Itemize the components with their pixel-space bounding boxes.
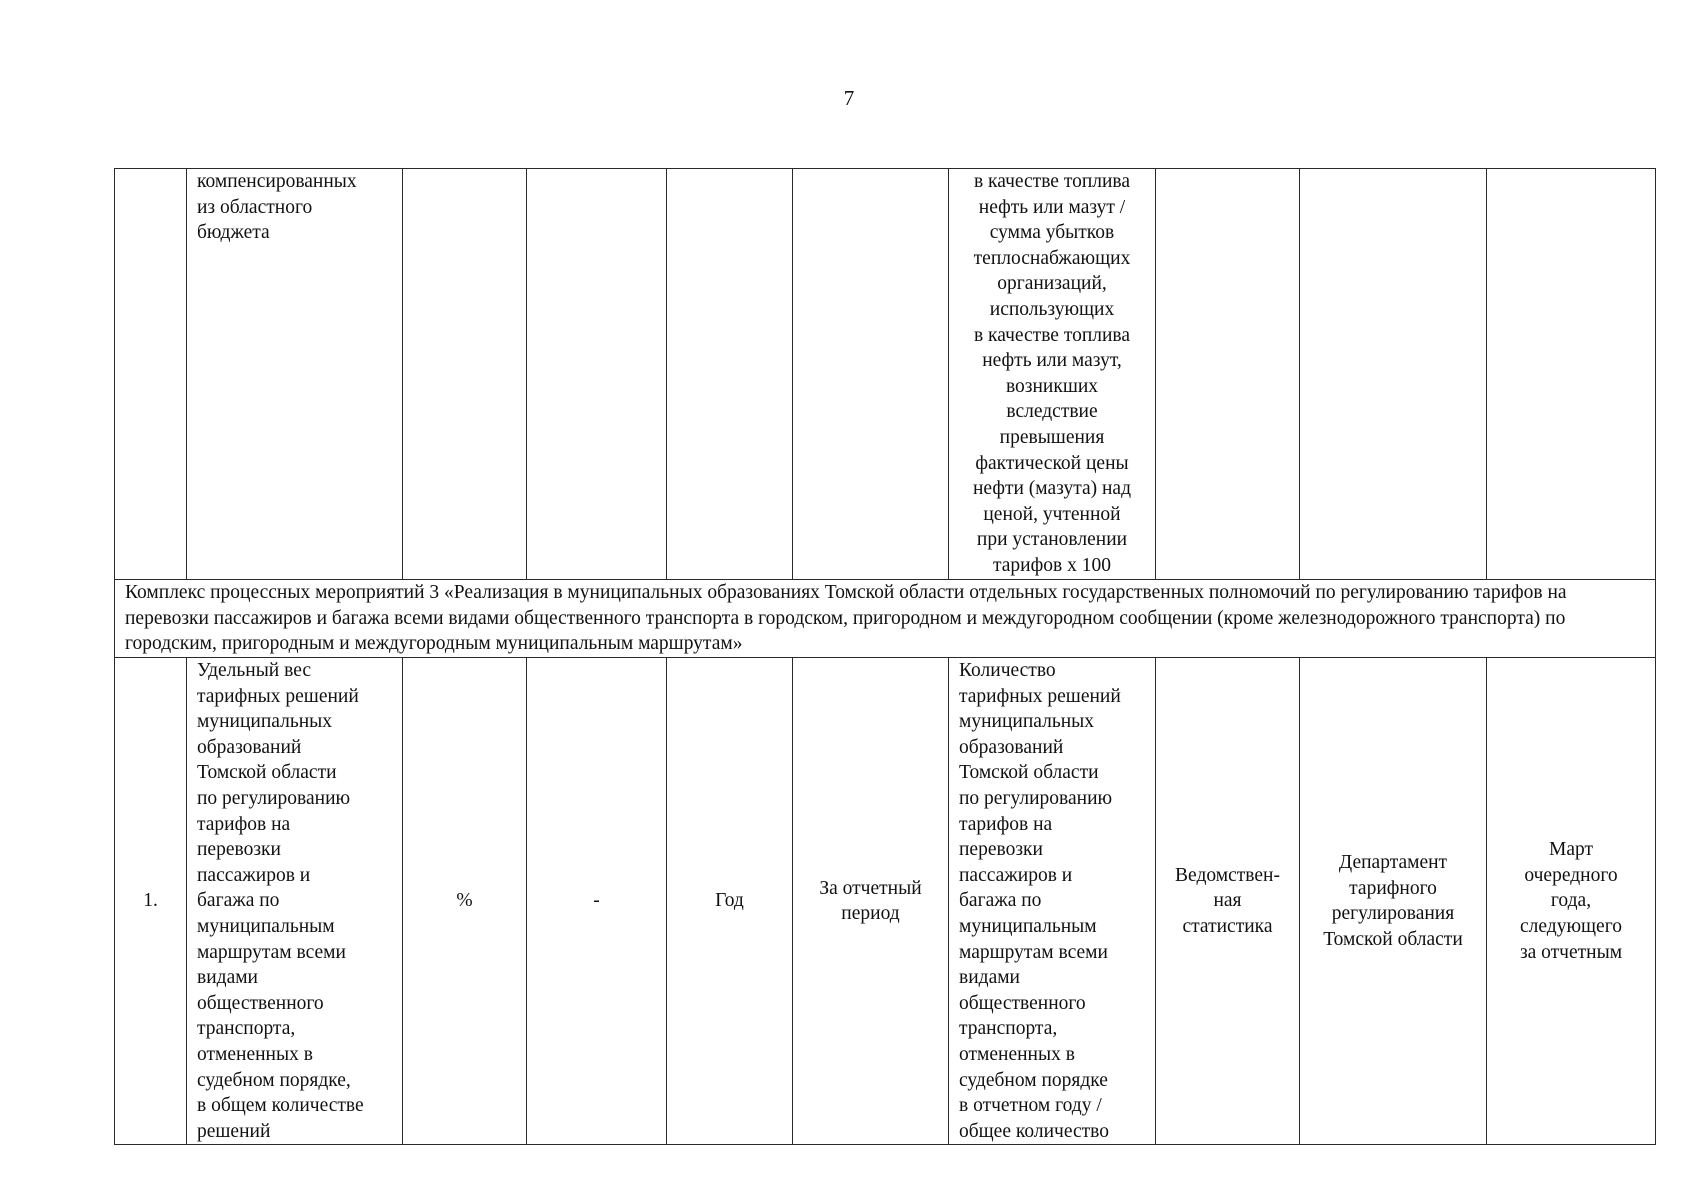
continuation-row xyxy=(115,169,1656,580)
section-header-text: Комплекс процессных мероприятий 3 «Реализация в муниципальных образованиях Томской области отдельных государственных полномочий по регулированию тарифов на перевозки пассажиров и багажа всеми видами общественного транспорта в городском, пригородном и междугородном сообщении (кроме железнодорожного транспорта) по городским, пригородным и междугородным муниципальным маршрутам» xyxy=(115,580,1656,658)
row-number-cell xyxy=(115,169,187,580)
periodicity-cell: Год xyxy=(667,658,793,1145)
page-number: 7 xyxy=(843,86,855,110)
table-row xyxy=(115,658,1656,1145)
dash-cell xyxy=(527,169,667,580)
unit-cell: % xyxy=(403,658,527,1145)
indicators-table xyxy=(114,168,1656,1145)
dash-cell: - xyxy=(527,658,667,1145)
responsible-cell: Департамент тарифного регулирования Томской области xyxy=(1300,658,1487,1145)
section-header-row xyxy=(115,580,1656,658)
source-cell xyxy=(1156,169,1300,580)
unit-cell xyxy=(403,169,527,580)
period-cell xyxy=(793,169,949,580)
formula-cell: Количество тарифных решений муниципальных образований Томской области по регулированию тарифов на перевозки пассажиров и багажа по муниципальным маршрутам всеми видами общественного транспорта, отмененных в судебном порядке в отчетном году / общее количество xyxy=(949,658,1156,1145)
responsible-cell xyxy=(1300,169,1487,580)
formula-cell: в качестве топлива нефть или мазут / сумма убытков теплоснабжающих организаций, использующих в качестве топлива нефть или мазут, возникших вследствие превышения фактической цены нефти (мазута) над ценой, учтенной при установлении тарифов х 100 xyxy=(949,169,1156,580)
deadline-cell: Март очередного года, следующего за отчетным xyxy=(1487,658,1656,1145)
source-cell: Ведомствен- ная статистика xyxy=(1156,658,1300,1145)
row-number-cell: 1. xyxy=(115,658,187,1145)
deadline-cell xyxy=(1487,169,1656,580)
indicator-name-cell: компенсированных из областного бюджета xyxy=(187,169,403,580)
period-cell: За отчетный период xyxy=(793,658,949,1145)
indicator-name-cell: Удельный вес тарифных решений муниципальных образований Томской области по регулированию тарифов на перевозки пассажиров и багажа по муниципальным маршрутам всеми видами общественного транспорта, отмененных в судебном порядке, в общем количестве решений xyxy=(187,658,403,1145)
periodicity-cell xyxy=(667,169,793,580)
